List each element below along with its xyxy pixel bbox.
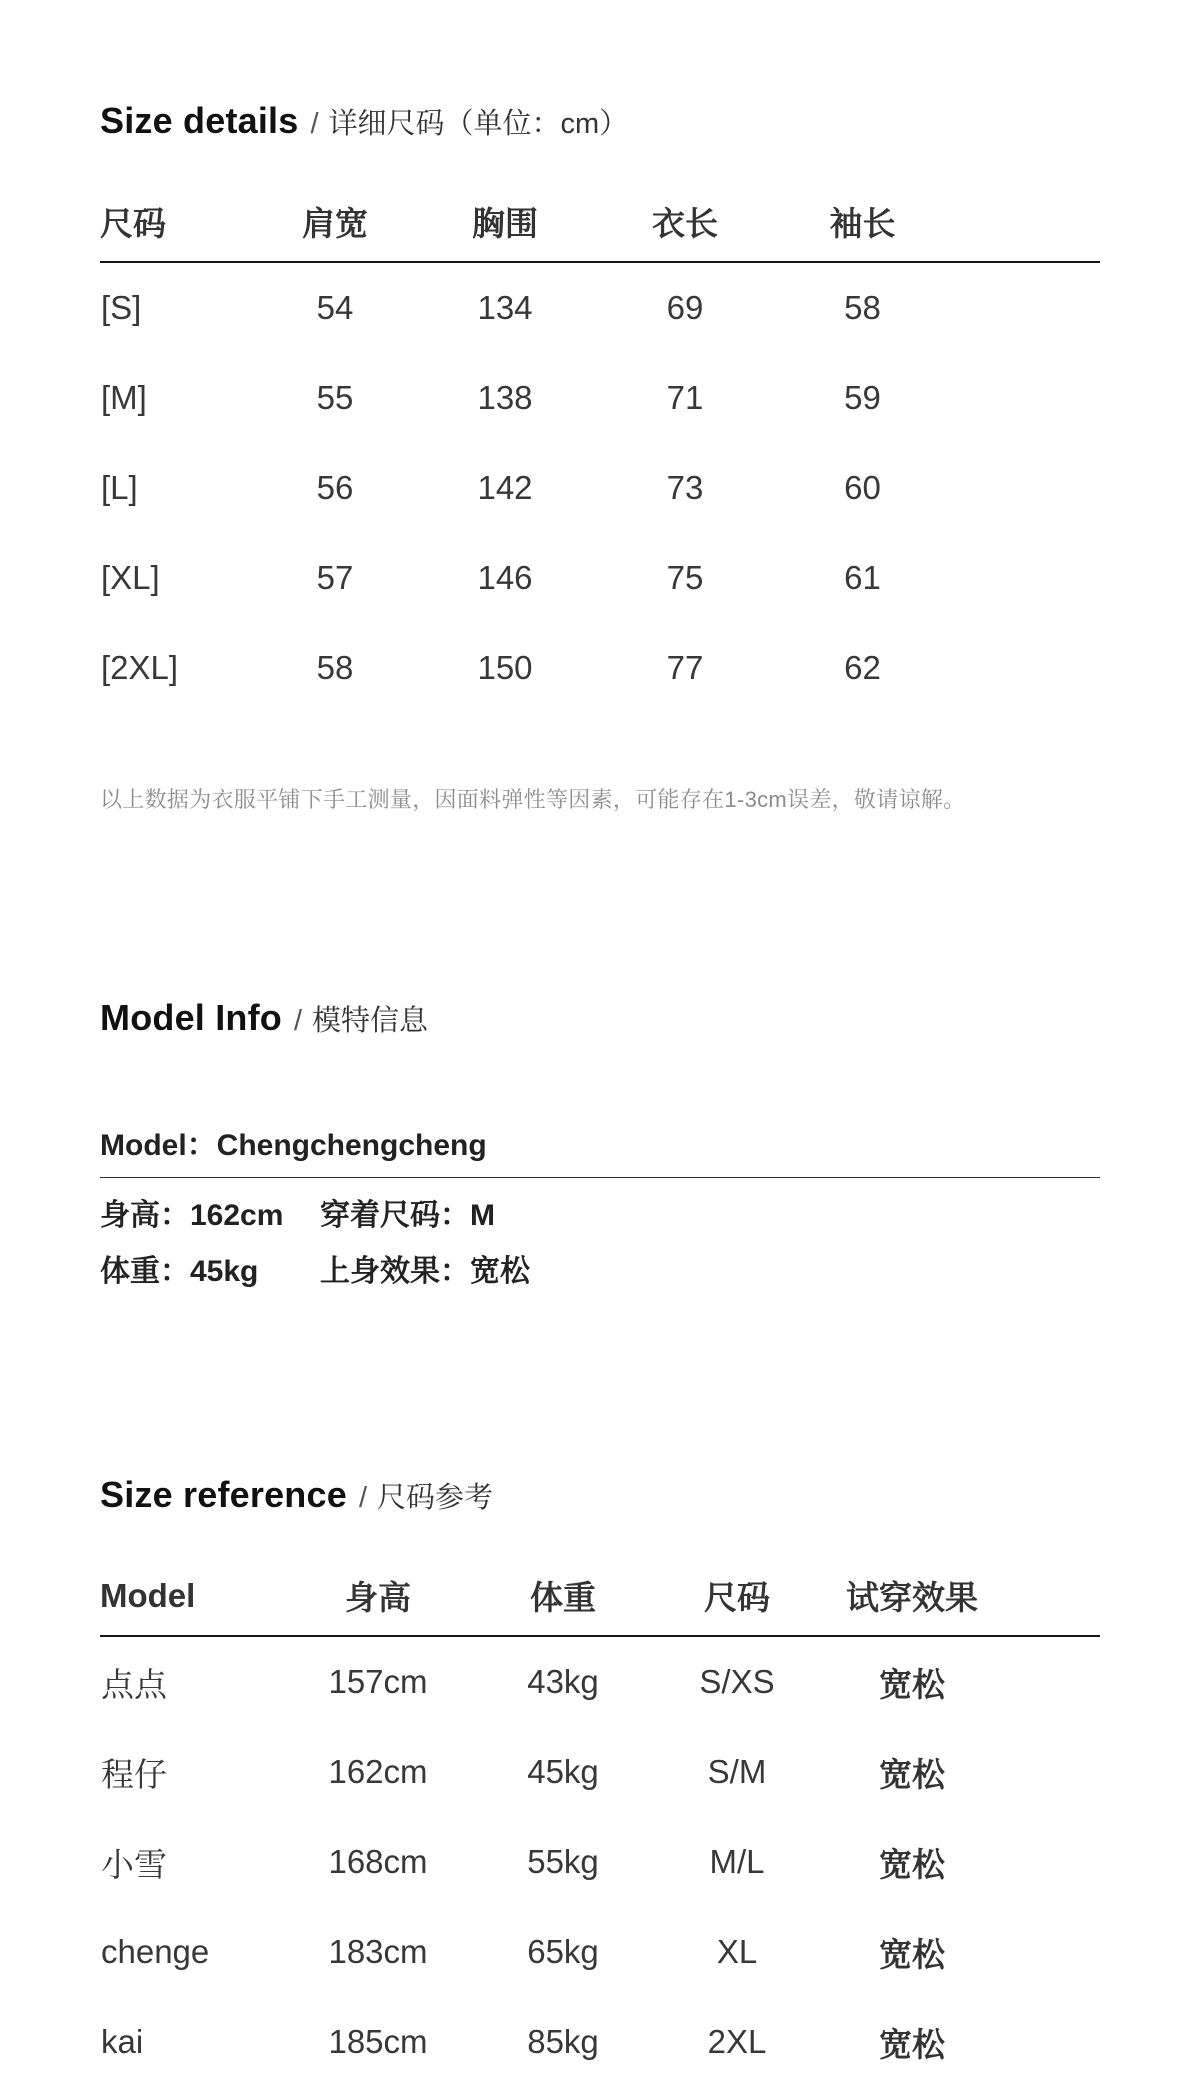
length-value: 75 [666,559,704,596]
col-header-chest: 胸围 [410,180,600,262]
sleeve-value: 61 [844,559,881,596]
size-reference-title [100,1472,1100,1526]
model-info-title-zh: 模特信息 [312,1005,429,1037]
col-header-fit: 试穿效果 [824,1554,1000,1636]
fit-value: 宽松 [879,1755,945,1793]
height-value: 183cm [328,1933,428,1970]
height-value: 157cm [328,1663,428,1700]
col-header-spacer [955,180,1100,262]
size-reference-table-head [100,1554,1100,1636]
size-reference-title-en: Size reference [100,1474,347,1515]
model-name: 程仔 [101,1755,167,1793]
table-row [100,1727,1100,1817]
spacer-cell [1000,1997,1100,2087]
size-value: S/M [707,1753,767,1790]
col-header-size: 尺码 [100,180,260,262]
table-row [100,262,1100,353]
height-value: 162cm [328,1753,428,1790]
fit-value: 宽松 [879,1665,945,1703]
size-value: M/L [709,1843,765,1880]
chest-value: 142 [477,469,533,506]
model-name: 点点 [101,1665,167,1703]
model-info-row [100,1188,1100,1244]
model-wearing-size: 穿着尺码：M [320,1199,495,1232]
col-header-length: 衣长 [600,180,770,262]
sleeve-value: 60 [844,469,881,506]
length-value: 71 [666,379,704,416]
shoulder-value: 54 [316,289,354,326]
size-value: XL [716,1933,758,1970]
height-value: 168cm [328,1843,428,1880]
model-weight: 体重：45kg [100,1255,259,1288]
model-name: kai [101,2023,144,2060]
spacer-cell [955,262,1100,353]
table-row [100,1636,1100,1727]
model-info-title-en: Model Info [100,997,282,1038]
size-label: [XL] [101,559,160,596]
model-info-rows [100,1188,1100,1300]
table-header-row [100,180,1100,262]
size-label: [2XL] [101,649,179,686]
fit-value: 宽松 [879,1845,945,1883]
size-reference-table [100,1554,1100,2087]
size-reference-title-zh: 尺码参考 [377,1482,494,1514]
col-header-size: 尺码 [650,1554,824,1636]
col-header-sleeve: 袖长 [770,180,955,262]
spacer-cell [1000,1636,1100,1727]
spacer-cell [955,533,1100,623]
col-header-spacer [1000,1554,1100,1636]
weight-value: 85kg [527,2023,599,2060]
table-row [100,1817,1100,1907]
weight-value: 65kg [527,1933,599,1970]
weight-value: 45kg [527,1753,599,1790]
sleeve-value: 59 [844,379,881,416]
model-height: 身高：162cm [100,1199,284,1232]
col-header-weight: 体重 [476,1554,650,1636]
length-value: 73 [666,469,704,506]
shoulder-value: 57 [316,559,354,596]
model-name-line: Model：Chengchengcheng [100,1129,1100,1178]
size-label: [M] [101,379,147,416]
size-details-table-body [100,262,1100,713]
shoulder-value: 55 [316,379,354,416]
chest-value: 146 [477,559,533,596]
size-details-table [100,180,1100,713]
weight-value: 55kg [527,1843,599,1880]
col-header-shoulder: 肩宽 [260,180,410,262]
model-name: chenge [101,1933,210,1970]
chest-value: 134 [477,289,533,326]
size-details-table-head [100,180,1100,262]
col-header-height: 身高 [280,1554,476,1636]
sleeve-value: 62 [844,649,881,686]
size-label: [L] [101,469,138,506]
model-info-row [100,1244,1100,1300]
size-value: S/XS [699,1663,775,1700]
col-header-model: Model [100,1554,280,1636]
length-value: 77 [666,649,704,686]
title-divider: / [310,108,319,140]
shoulder-value: 58 [316,649,354,686]
size-details-title [100,0,1100,152]
table-header-row [100,1554,1100,1636]
model-fit-effect: 上身效果：宽松 [320,1255,530,1288]
model-name: 小雪 [101,1845,167,1883]
spacer-cell [1000,1727,1100,1817]
table-row [100,443,1100,533]
size-reference-table-body [100,1636,1100,2087]
table-row [100,1997,1100,2087]
title-divider: / [293,1005,303,1037]
spacer-cell [955,623,1100,713]
weight-value: 43kg [527,1663,599,1700]
size-label: [S] [101,289,142,326]
title-divider: / [358,1482,368,1514]
spacer-cell [1000,1907,1100,1997]
table-row [100,533,1100,623]
table-row [100,353,1100,443]
size-details-title-en: Size details [100,100,299,141]
model-info-title [100,995,1100,1049]
sleeve-value: 58 [844,289,881,326]
spacer-cell [955,353,1100,443]
height-value: 185cm [328,2023,428,2060]
measurement-note: 以上数据为衣服平铺下手工测量，因面料弹性等因素，可能存在1-3cm误差，敬请谅解。 [100,787,966,812]
shoulder-value: 56 [316,469,354,506]
fit-value: 宽松 [879,1935,945,1973]
size-details-title-zh: 详细尺码（单位：cm） [328,108,629,140]
length-value: 69 [666,289,704,326]
table-row [100,1907,1100,1997]
table-row [100,623,1100,713]
chest-value: 138 [477,379,533,416]
size-value: 2XL [707,2023,767,2060]
fit-value: 宽松 [879,2025,945,2063]
spacer-cell [1000,1817,1100,1907]
chest-value: 150 [477,649,533,686]
spacer-cell [955,443,1100,533]
